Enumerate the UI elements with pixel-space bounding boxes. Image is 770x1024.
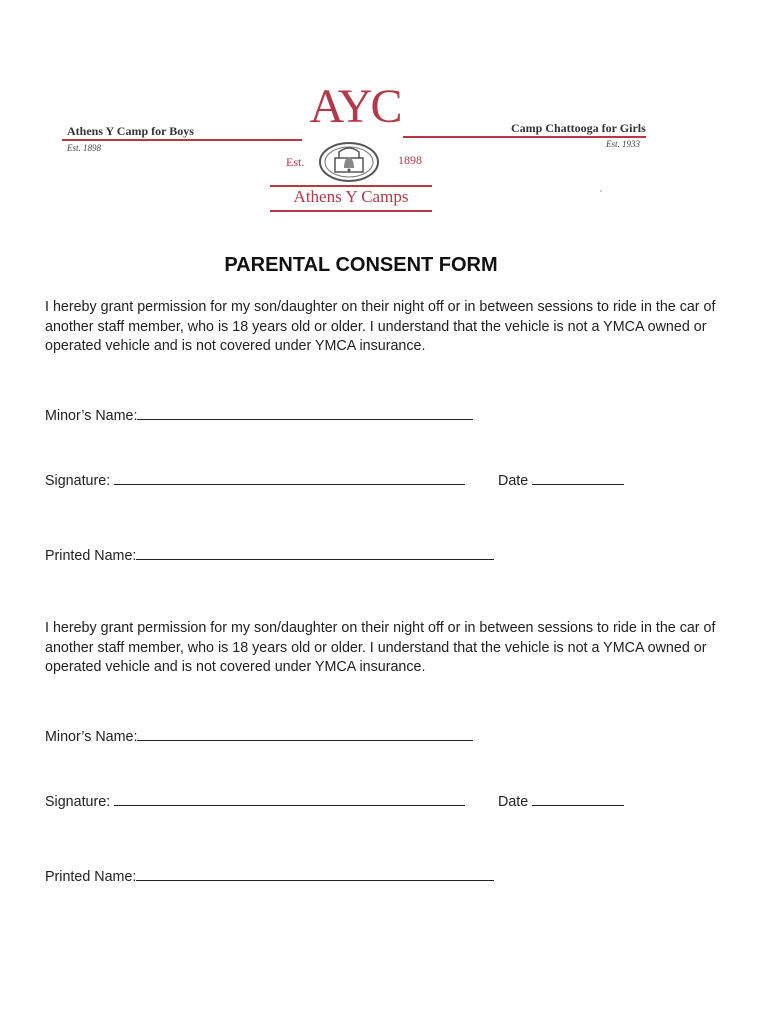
printed-name-field[interactable] (45, 867, 494, 885)
minor-name-field[interactable] (45, 406, 473, 424)
consent-paragraph: I hereby grant permission for my son/daughter on their night off or in between sessions to ride in the car of another staff member, who is 18 years old or older. I understand that the vehicle is not a YMCA owned or operated vehicle and is not covered under YMCA insurance. (45, 299, 716, 354)
right-camp-name: Camp Chattooga for Girls (511, 121, 646, 135)
date-field[interactable] (498, 792, 624, 810)
right-divider (403, 136, 646, 138)
minor-name-line[interactable] (137, 406, 473, 420)
signature-field[interactable] (45, 792, 465, 810)
right-camp-est: Est. 1933 (606, 139, 641, 149)
consent-paragraph: I hereby grant permission for my son/daughter on their night off or in between sessions to ride in the car of another staff member, who is 18 years old or older. I understand that the vehicle is not a YMCA owned or operated vehicle and is not covered under YMCA insurance. (45, 620, 716, 675)
minor-name-field[interactable] (45, 727, 473, 745)
minor-name-label: Minor’s Name: (45, 729, 138, 745)
minor-name-label: Minor’s Name: (45, 408, 138, 424)
printed-name-label: Printed Name: (45, 548, 137, 564)
date-line[interactable] (532, 792, 624, 806)
date-label: Date (498, 473, 529, 489)
left-camp-name: Athens Y Camp for Boys (67, 124, 194, 138)
signature-line[interactable] (114, 471, 465, 485)
logo-name: Athens Y Camps (293, 187, 409, 206)
left-camp-est: Est. 1898 (67, 143, 102, 153)
signature-label: Signature: (45, 473, 111, 489)
logo-monogram: AYC (309, 80, 401, 133)
date-field[interactable] (498, 471, 624, 489)
printed-name-line[interactable] (136, 546, 494, 560)
bell-seal-icon (317, 140, 381, 184)
printed-name-label: Printed Name: (45, 869, 137, 885)
signature-field[interactable] (45, 471, 465, 489)
form-title: PARENTAL CONSENT FORM (224, 254, 498, 276)
logo-est-label: Est. (286, 155, 305, 169)
signature-label: Signature: (45, 794, 111, 810)
left-divider (62, 139, 302, 141)
printed-name-field[interactable] (45, 546, 494, 564)
logo-est-year: 1898 (398, 153, 422, 167)
printed-name-line[interactable] (136, 867, 494, 881)
signature-line[interactable] (114, 792, 465, 806)
logo-bottom-rule (270, 210, 432, 212)
minor-name-line[interactable] (137, 727, 473, 741)
scan-speck (600, 190, 602, 192)
date-label: Date (498, 794, 529, 810)
date-line[interactable] (532, 471, 624, 485)
